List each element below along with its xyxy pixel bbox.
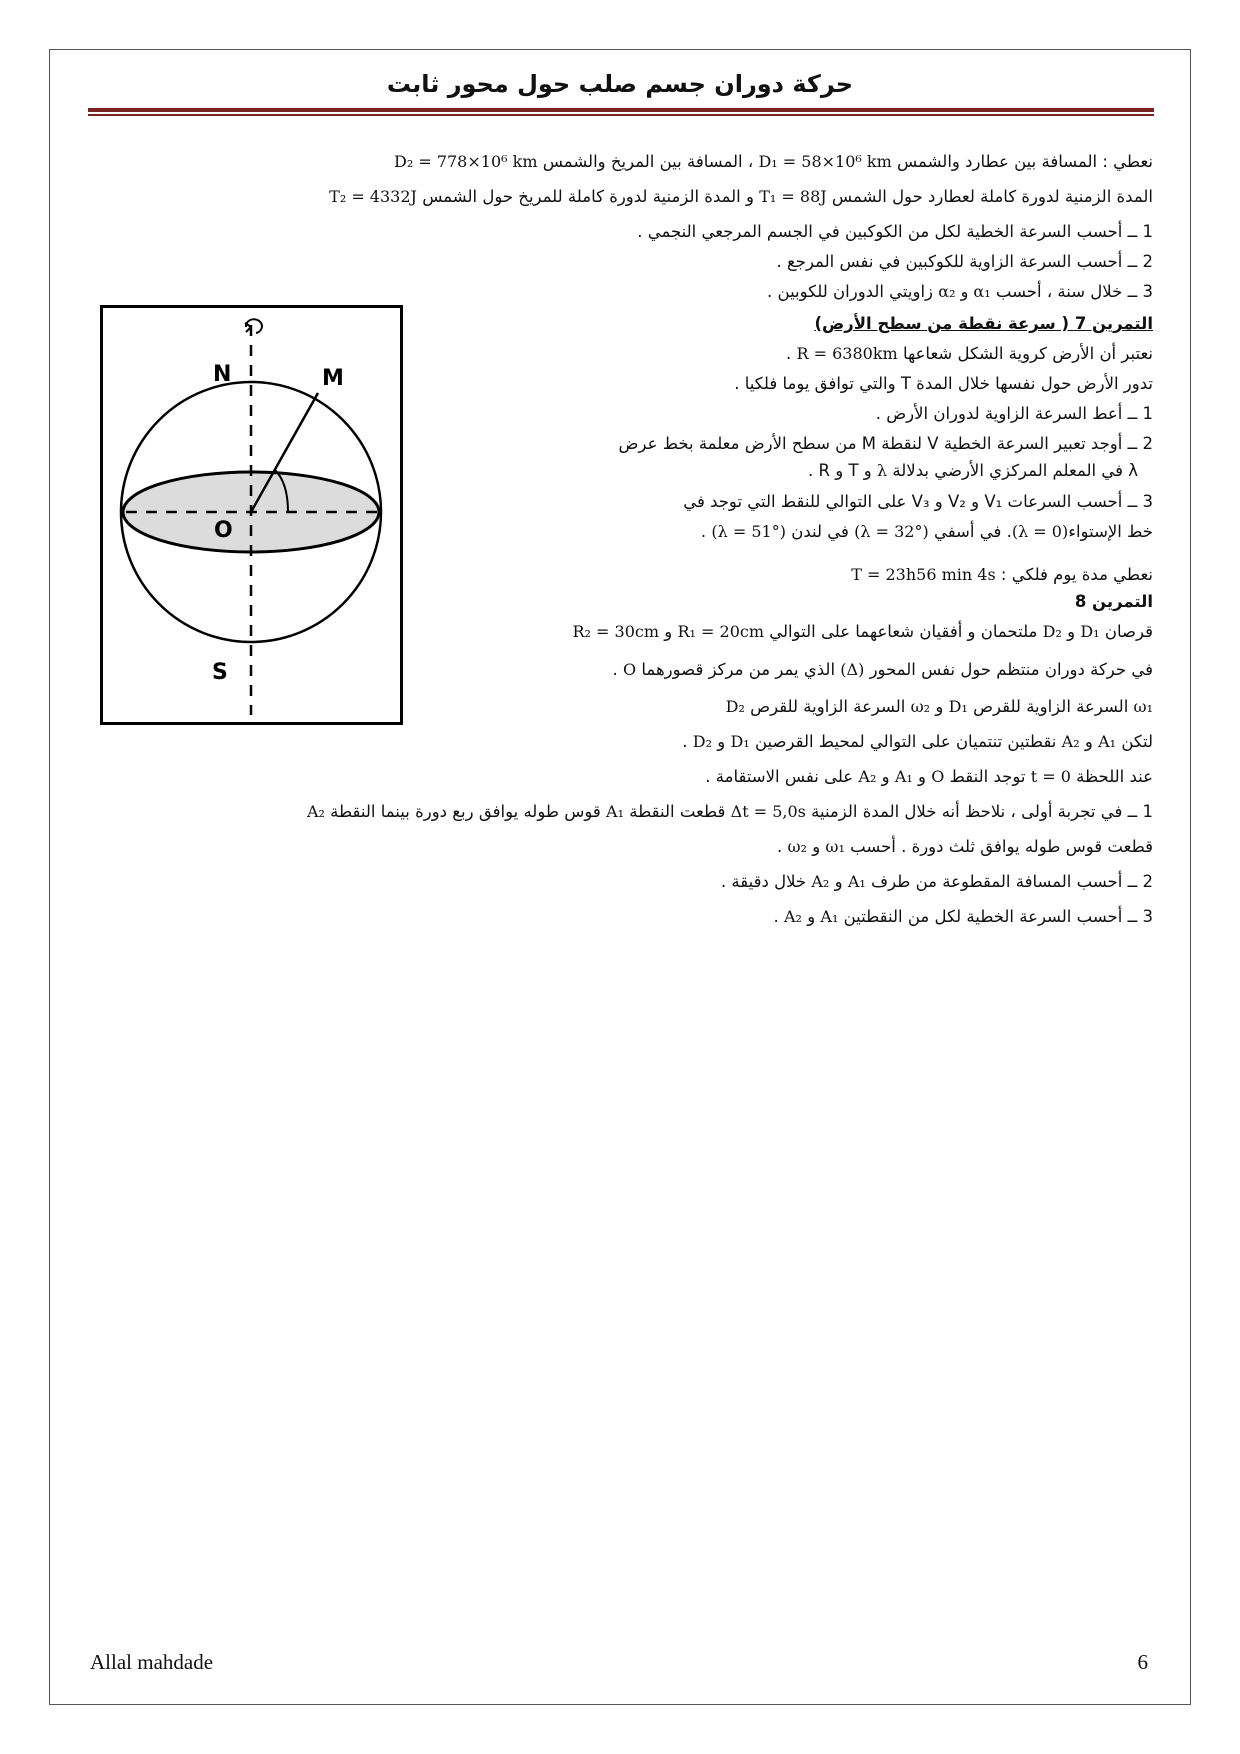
page-title: حركة دوران جسم صلب حول محور ثابت: [386, 70, 854, 98]
title-rule: [88, 108, 1154, 112]
label-m: M: [322, 366, 344, 391]
rotation-arrow-icon: [245, 319, 262, 333]
ex8-line-6: 1 ــ في تجربة أولى ، نلاحظ أنه خلال المدة الزمنية Δt = 5,0s قطعت النقطة A₁ قوس طوله يوافق ربع دورة بينما النقطة A₂: [306, 802, 1153, 821]
ex8-line-2: في حركة دوران منتظم حول نفس المحور (Δ) الذي يمر من مركز قصورهما O .: [612, 660, 1153, 679]
footer-author: Allal mahdade: [90, 1650, 214, 1674]
ex8-line-5: عند اللحظة t = 0 توجد النقط O و A₁ و A₂ على نفس الاستقامة .: [705, 767, 1153, 786]
ex7-line-3: 1 ــ أعط السرعة الزاوية لدوران الأرض .: [875, 404, 1153, 423]
ex7-title: التمرين 7 ( سرعة نقطة من سطح الأرض): [814, 314, 1153, 333]
ex7-line-6: 3 ــ أحسب السرعات V₁ و V₂ و V₃ على التوالي للنقط التي توجد في: [683, 492, 1153, 511]
ex8-line-1: قرصان D₁ و D₂ ملتحمان و أفقيان شعاعهما على التوالي R₁ = 20cm و R₂ = 30cm: [572, 622, 1153, 641]
ex6-question-2: 2 ــ أحسب السرعة الزاوية للكوكبين في نفس المرجع .: [776, 252, 1153, 271]
ex8-line-3: ω₁ السرعة الزاوية للقرص D₁ و ω₂ السرعة الزاوية للقرص D₂: [725, 697, 1153, 716]
ex6-question-1: 1 ــ أحسب السرعة الخطية لكل من الكوكبين في الجسم المرجعي النجمي .: [637, 222, 1153, 241]
ex7-line-5: λ في المعلم المركزي الأرضي بدلالة λ و T و R .: [808, 461, 1138, 480]
ex7-line-2: تدور الأرض حول نفسها خلال المدة T والتي توافق يوما فلكيا .: [734, 374, 1153, 393]
ex7-line-7: خط الإستواء(λ = 0). في أسفي (λ = 32°) في لندن (λ = 51°) .: [700, 522, 1153, 541]
ex8-line-7: قطعت قوس طوله يوافق ثلث دورة . أحسب ω₁ و ω₂ .: [776, 837, 1153, 856]
intro-line-2: المدة الزمنية لدورة كاملة لعطارد حول الشمس T₁ = 88J و المدة الزمنية لدورة كاملة للمريخ حول الشمس T₂ = 4332J: [329, 187, 1153, 206]
label-s: S: [212, 660, 228, 685]
title-rule-thin: [88, 114, 1154, 116]
ex8-line-9: 3 ــ أحسب السرعة الخطية لكل من النقطتين A₁ و A₂ .: [773, 907, 1153, 926]
ex7-line-4: 2 ــ أوجد تعبير السرعة الخطية V لنقطة M من سطح الأرض معلمة بخط عرض: [618, 434, 1153, 453]
ex7-line-1: نعتبر أن الأرض كروية الشكل شعاعها R = 6380km .: [785, 344, 1153, 363]
ex8-line-8: 2 ــ أحسب المسافة المقطوعة من طرف A₁ و A₂ خلال دقيقة .: [720, 872, 1153, 891]
label-n: N: [213, 362, 232, 387]
footer-page-number: 6: [1137, 1650, 1148, 1674]
ex6-question-3: 3 ــ خلال سنة ، أحسب α₂ و α₁ زاويتي الدوران للكوبين .: [767, 282, 1153, 301]
earth-figure: [100, 305, 403, 725]
ex8-title: التمرين 8: [1074, 592, 1153, 611]
ex7-line-8: نعطي مدة يوم فلكي : T = 23h56 min 4s: [851, 565, 1153, 584]
ex8-line-4: لتكن A₁ و A₂ نقطتين تنتميان على التوالي لمحيط القرصين D₁ و D₂ .: [682, 732, 1153, 751]
intro-line-1: نعطي : المسافة بين عطارد والشمس D₁ = 58×10⁶ km ، المسافة بين المريخ والشمس D₂ = 778×10⁶ km: [394, 152, 1153, 171]
label-o: O: [214, 518, 233, 543]
